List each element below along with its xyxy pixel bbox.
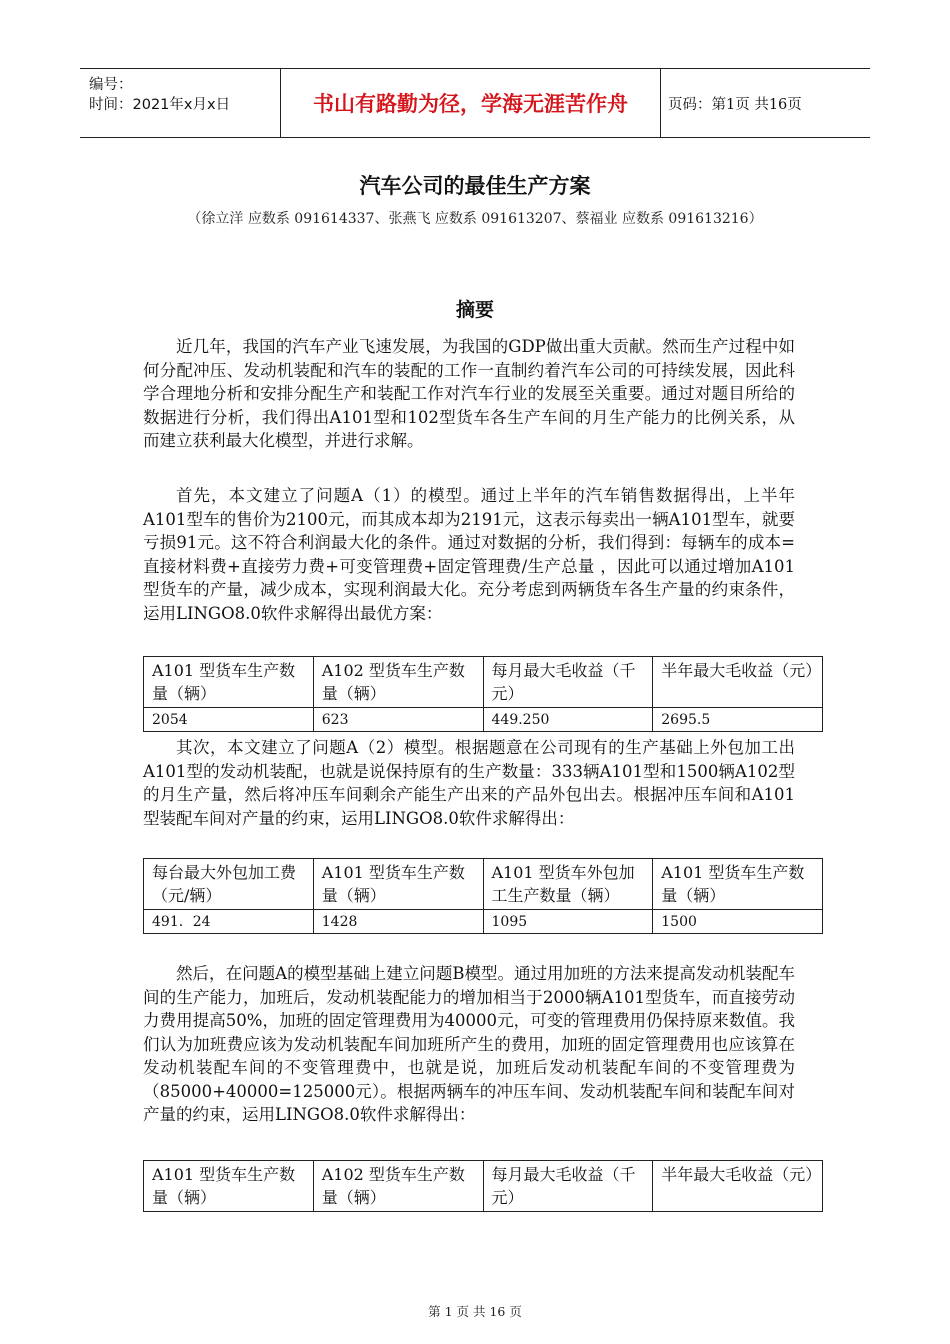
- header-motto: 书山有路勤为径，学海无涯苦作舟: [281, 69, 661, 137]
- number-label: 编号：: [89, 77, 133, 93]
- abstract-heading: 摘要: [455, 299, 494, 321]
- paragraph-model-b: 然后，在问题A的模型基础上建立问题B模型。通过用加班的方法来提高发动机装配车间的生产能力，加班后，发动机装配能力的增加相当于2000辆A101型货车，而直接劳动力费用提高50%，加班的固定管理费用为40000元，可变的管理费用仍保持原来数值。我们认为加班费应该为发动机装配车间加班所产生的费用，加班的固定管理费用也应该算在发动机装配车间的不变管理费中，也就是说，加班后发动机装配车间的不变管理费为（85000+40000=125000元）。根据两辆车的冲压车间、发动机装配车间和装配车间对产量的约束，运用LINGO8.0软件求解得出：: [143, 964, 795, 1124]
- table-header-row: [144, 1161, 823, 1212]
- table-header-cell: A101 型货车生产数量（辆）: [653, 859, 823, 910]
- header-meta: [80, 69, 281, 137]
- table-header-row: [144, 859, 823, 910]
- authors-line: （徐立洋 应数系 091614337、张燕飞 应数系 091613207、蔡福业 应数系 091613216）: [187, 211, 763, 227]
- result-table-a2: [143, 858, 823, 934]
- table-header-cell: 每月最大毛收益（千元）: [483, 657, 653, 708]
- table-header-cell: 每台最大外包加工费（元/辆）: [144, 859, 314, 910]
- table-header-cell: 半年最大毛收益（元）: [653, 657, 823, 708]
- table-row: [144, 708, 823, 732]
- table-header-cell: A102 型货车生产数量（辆）: [313, 657, 483, 708]
- table-cell: 1095: [483, 910, 653, 934]
- table-cell: 449.250: [483, 708, 653, 732]
- table-header-cell: 每月最大毛收益（千元）: [483, 1161, 653, 1212]
- document-title: 汽车公司的最佳生产方案: [359, 174, 591, 198]
- table-header-cell: 半年最大毛收益（元）: [653, 1161, 823, 1212]
- time-label: 时间：2021年x月x日: [89, 97, 231, 113]
- result-table-a1: [143, 656, 823, 732]
- result-table-b: [143, 1160, 823, 1212]
- paragraph-model-a2: 其次，本文建立了问题A（2）模型。根据题意在公司现有的生产基础上外包加工出A101型的发动机装配，也就是说保持原有的生产数量：333辆A101型和1500辆A102型的月生产量，然后将冲压车间剩余产能生产出来的产品外包出去。根据冲压车间和A101型装配车间对产量的约束，运用LINGO8.0软件求解得出：: [143, 738, 795, 828]
- table-cell: 2054: [144, 708, 314, 732]
- paragraph-intro: 近几年，我国的汽车产业飞速发展，为我国的GDP做出重大贡献。然而生产过程中如何分配冲压、发动机装配和汽车的装配的工作一直制约着汽车公司的可持续发展，因此科学合理地分析和安排分配生产和装配工作对汽车行业的发展至关重要。通过对题目所给的数据进行分析，我们得出A101型和102型货车各生产车间的月生产能力的比例关系，从而建立获利最大化模型，并进行求解。: [143, 337, 795, 450]
- header-page-info: 页码：第1页 共16页: [668, 97, 802, 113]
- table-cell: 623: [313, 708, 483, 732]
- table-row: [144, 910, 823, 934]
- table-header-cell: A101 型货车生产数量（辆）: [144, 1161, 314, 1212]
- page-footer: 第 1 页 共 16 页: [428, 1304, 522, 1319]
- table-cell: 2695.5: [653, 708, 823, 732]
- paragraph-model-a1: 首先，本文建立了问题A（1）的模型。通过上半年的汽车销售数据得出，上半年A101型车的售价为2100元，而其成本却为2191元，这表示每卖出一辆A101型车，就要亏损91元。这不符合利润最大化的条件。通过对数据的分析，我们得到：每辆车的成本=直接材料费+直接劳力费+可变管理费+固定管理费/生产总量 ，因此可以通过增加A101型货车的产量，减少成本，实现利润最大化。充分考虑到两辆货车各生产量的约束条件，运用LINGO8.0软件求解得出最优方案：: [143, 486, 795, 623]
- page-header: [80, 68, 870, 138]
- table-header-cell: A101 型货车生产数量（辆）: [313, 859, 483, 910]
- table-header-row: [144, 657, 823, 708]
- table-cell: 1428: [313, 910, 483, 934]
- table-header-cell: A101 型货车生产数量（辆）: [144, 657, 314, 708]
- table-header-cell: A102 型货车生产数量（辆）: [313, 1161, 483, 1212]
- table-header-cell: A101 型货车外包加工生产数量（辆）: [483, 859, 653, 910]
- table-cell: 1500: [653, 910, 823, 934]
- table-cell: 491．24: [144, 910, 314, 934]
